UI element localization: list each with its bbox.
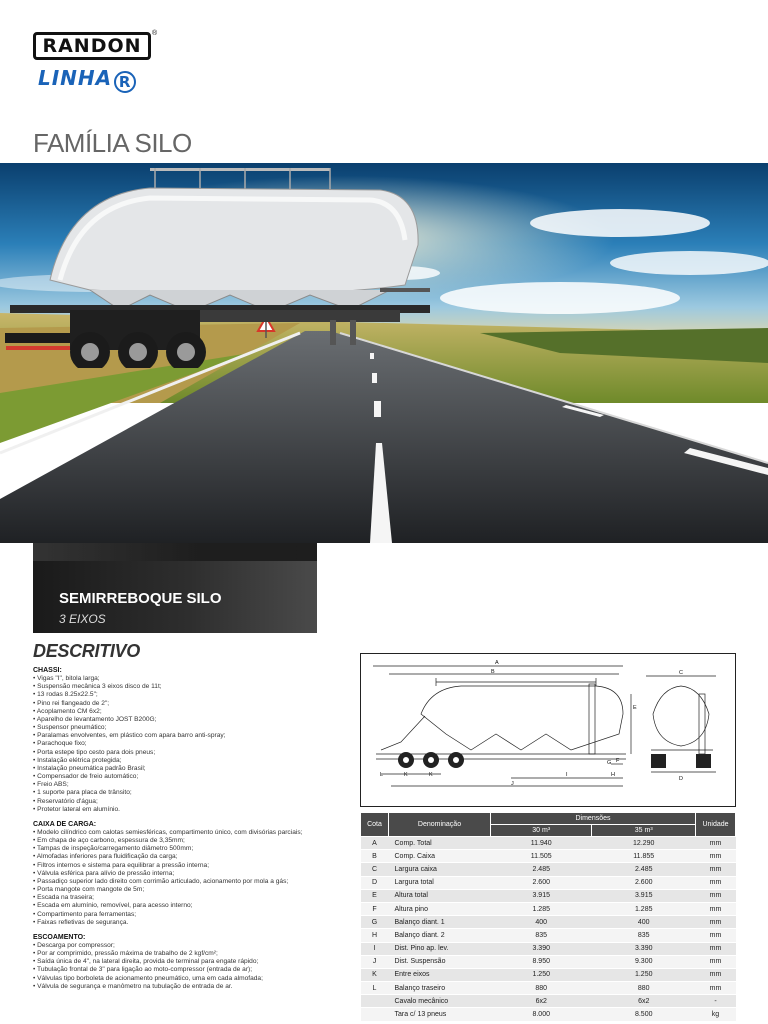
list-item: • Modelo cilíndrico com calotas semiesféricas, compartimento único, com divisórias parciais; xyxy=(33,829,353,837)
cell-v30: 3.915 xyxy=(491,889,592,902)
dim-label: K xyxy=(429,772,433,778)
escoamento-list xyxy=(33,942,353,991)
cell-v35: 2.600 xyxy=(592,876,696,889)
cell-name: Balanço diant. 2 xyxy=(389,929,491,942)
dim-label: C xyxy=(679,670,683,676)
cell-v30: 1.250 xyxy=(491,968,592,981)
cell-cota: D xyxy=(361,876,389,889)
cell-v35: 1.285 xyxy=(592,902,696,915)
table-row xyxy=(361,955,736,968)
table-row xyxy=(361,1008,736,1021)
list-item: • Válvulas tipo borboleta de acionamento pneumático, uma em cada almofada; xyxy=(33,975,353,983)
section-title-escoamento: ESCOAMENTO: xyxy=(33,933,86,941)
table-row xyxy=(361,889,736,902)
spec-table xyxy=(360,812,736,1022)
page-header xyxy=(0,0,768,165)
list-item: • Passadiço superior lado direito com corrimão articulado, acionamento por mola a gás; xyxy=(33,878,353,886)
table-row xyxy=(361,876,736,889)
cell-name: Largura caixa xyxy=(389,863,491,876)
col-header-name: Denominação xyxy=(389,813,491,837)
table-row xyxy=(361,995,736,1008)
dim-label: F xyxy=(616,758,620,764)
cell-name: Comp. Total xyxy=(389,837,491,850)
list-item: • Pino rei flangeado de 2"; xyxy=(33,700,353,708)
list-item: • Válvula esférica para alívio de pressão interna; xyxy=(33,870,353,878)
dim-label: B xyxy=(491,669,495,675)
section-title-chassi: CHASSI: xyxy=(33,667,62,674)
list-item: • Vigas "I", bitola larga; xyxy=(33,675,353,683)
cell-v30: 880 xyxy=(491,982,592,995)
dim-label: D xyxy=(679,776,683,782)
cell-unit: - xyxy=(696,995,736,1008)
cell-unit: mm xyxy=(696,876,736,889)
list-item: • Paralamas envolventes, em plástico com apara barro anti-spray; xyxy=(33,732,353,740)
cell-unit: mm xyxy=(696,850,736,863)
cell-v30: 2.600 xyxy=(491,876,592,889)
list-item: • Filtros internos e sistema para equilibrar a pressão interna; xyxy=(33,862,353,870)
cell-name: Altura pino xyxy=(389,902,491,915)
cell-unit: mm xyxy=(696,889,736,902)
cell-unit: mm xyxy=(696,837,736,850)
cell-unit: mm xyxy=(696,863,736,876)
cell-v35: 3.390 xyxy=(592,942,696,955)
caixa-list xyxy=(33,829,353,927)
list-item: • Tubulação frontal de 3" para ligação ao moto-compressor (entrada de ar); xyxy=(33,966,353,974)
cell-name: Dist. Suspensão xyxy=(389,955,491,968)
list-item: • Escada em alumínio, removível, para acesso interno; xyxy=(33,902,353,910)
list-item: • Escada na traseira; xyxy=(33,894,353,902)
cell-v30: 2.485 xyxy=(491,863,592,876)
col-header-30: 30 m³ xyxy=(491,825,592,837)
cell-cota: I xyxy=(361,942,389,955)
cell-unit: mm xyxy=(696,929,736,942)
cell-v30: 400 xyxy=(491,916,592,929)
dim-label: E xyxy=(633,705,637,711)
brand-name: RANDON xyxy=(42,35,142,57)
chassi-list xyxy=(33,675,353,814)
cell-v35: 400 xyxy=(592,916,696,929)
cell-v30: 8.950 xyxy=(491,955,592,968)
list-item: • Instalação pneumática padrão Brasil; xyxy=(33,765,353,773)
cell-v35: 6x2 xyxy=(592,995,696,1008)
table-row xyxy=(361,942,736,955)
list-item: • Por ar comprimido, pressão máxima de trabalho de 2 kgf/cm²; xyxy=(33,950,353,958)
product-subtitle: 3 EIXOS xyxy=(59,612,106,626)
randon-logo xyxy=(33,32,151,60)
cell-cota: L xyxy=(361,982,389,995)
table-row xyxy=(361,850,736,863)
table-row xyxy=(361,837,736,850)
cell-name: Altura total xyxy=(389,889,491,902)
cell-cota: C xyxy=(361,863,389,876)
cell-name: Cavalo mecânico xyxy=(389,995,491,1008)
cell-v30: 835 xyxy=(491,929,592,942)
list-item: • Suspensor pneumático; xyxy=(33,724,353,732)
list-item: • Válvula de segurança e manômetro na tubulação de entrada de ar. xyxy=(33,983,353,991)
cell-name: Dist. Pino ap. lev. xyxy=(389,942,491,955)
cell-v35: 835 xyxy=(592,929,696,942)
cell-name: Entre eixos xyxy=(389,968,491,981)
cell-name: Largura total xyxy=(389,876,491,889)
cell-v30: 3.390 xyxy=(491,942,592,955)
cell-unit: mm xyxy=(696,968,736,981)
cell-unit: mm xyxy=(696,942,736,955)
cell-v35: 880 xyxy=(592,982,696,995)
line-name: LINHA xyxy=(38,66,113,90)
dim-label: H xyxy=(611,772,615,778)
linha-r-logo xyxy=(38,66,136,93)
cell-name: Comp. Caixa xyxy=(389,850,491,863)
cell-v30: 6x2 xyxy=(491,995,592,1008)
dim-label: K xyxy=(404,772,408,778)
cell-cota: A xyxy=(361,837,389,850)
list-item: • Faixas refletivas de segurança. xyxy=(33,919,353,927)
list-item: • Protetor lateral em alumínio. xyxy=(33,806,353,814)
table-row xyxy=(361,863,736,876)
cell-v30: 1.285 xyxy=(491,902,592,915)
cell-unit: kg xyxy=(696,1008,736,1021)
hero-photo xyxy=(0,163,768,543)
cell-v35: 12.290 xyxy=(592,837,696,850)
technical-drawing xyxy=(360,653,736,807)
table-row xyxy=(361,902,736,915)
list-item: • Acoplamento CM 6x2; xyxy=(33,708,353,716)
dim-label: G xyxy=(607,760,612,766)
list-item: • 1 suporte para placa de trânsito; xyxy=(33,789,353,797)
cell-unit: mm xyxy=(696,916,736,929)
list-item: • Compartimento para ferramentas; xyxy=(33,911,353,919)
cell-cota: H xyxy=(361,929,389,942)
cell-v35: 1.250 xyxy=(592,968,696,981)
cell-unit: mm xyxy=(696,982,736,995)
dim-label: I xyxy=(566,772,568,778)
cell-unit: mm xyxy=(696,902,736,915)
cell-v30: 11.505 xyxy=(491,850,592,863)
cell-cota: E xyxy=(361,889,389,902)
dimension-drawing xyxy=(361,654,735,806)
list-item: • Parachoque fixo; xyxy=(33,740,353,748)
list-item: • Compensador de freio automático; xyxy=(33,773,353,781)
cell-cota: F xyxy=(361,902,389,915)
list-item: • Saída única de 4", na lateral direita, provida de terminal para engate rápido; xyxy=(33,958,353,966)
section-title-caixa: CAIXA DE CARGA: xyxy=(33,820,97,828)
cell-v30: 11.940 xyxy=(491,837,592,850)
table-row xyxy=(361,968,736,981)
cell-v35: 3.915 xyxy=(592,889,696,902)
table-row xyxy=(361,916,736,929)
cell-cota xyxy=(361,995,389,1008)
silo-trailer-image xyxy=(0,163,440,368)
list-item: • Almofadas inferiores para fluidificação da carga; xyxy=(33,853,353,861)
descritivo-list xyxy=(33,667,353,991)
list-item: • Suspensão mecânica 3 eixos disco de 11t; xyxy=(33,683,353,691)
cell-name: Balanço diant. 1 xyxy=(389,916,491,929)
dim-label: J xyxy=(511,781,514,787)
col-header-cota: Cota xyxy=(361,813,389,837)
table-row xyxy=(361,982,736,995)
col-header-35: 35 m³ xyxy=(592,825,696,837)
list-item: • Aparelho de levantamento JOST B200G; xyxy=(33,716,353,724)
cell-unit: mm xyxy=(696,955,736,968)
list-item: • Reservatório d'água; xyxy=(33,798,353,806)
cell-name: Tara c/ 13 pneus xyxy=(389,1008,491,1021)
cell-v30: 8.000 xyxy=(491,1008,592,1021)
list-item: • Porta estepe tipo cesto para dois pneus; xyxy=(33,749,353,757)
cell-cota: K xyxy=(361,968,389,981)
cell-v35: 11.855 xyxy=(592,850,696,863)
descritivo-heading: DESCRITIVO xyxy=(33,641,141,661)
cell-cota: G xyxy=(361,916,389,929)
registered-mark: ® xyxy=(152,30,158,37)
cell-cota xyxy=(361,1008,389,1021)
list-item: • Em chapa de aço carbono, espessura de 3,35mm; xyxy=(33,837,353,845)
cell-cota: J xyxy=(361,955,389,968)
list-item: • Instalação elétrica protegida; xyxy=(33,757,353,765)
cell-name: Balanço traseiro xyxy=(389,982,491,995)
cell-v35: 8.500 xyxy=(592,1008,696,1021)
list-item: • 13 rodas 8.25x22.5"; xyxy=(33,691,353,699)
page-title: FAMÍLIA SILO xyxy=(33,128,192,158)
product-banner xyxy=(33,543,317,633)
list-item: • Descarga por compressor; xyxy=(33,942,353,950)
col-header-unit: Unidade xyxy=(696,813,736,837)
list-item: • Freio ABS; xyxy=(33,781,353,789)
cell-v35: 9.300 xyxy=(592,955,696,968)
dim-label: L xyxy=(380,772,384,778)
col-header-dims: Dimensões xyxy=(491,813,696,825)
list-item: • Tampas de inspeção/carregamento diâmetro 500mm; xyxy=(33,845,353,853)
cell-cota: B xyxy=(361,850,389,863)
product-title: SEMIRREBOQUE SILO xyxy=(59,590,222,607)
dim-label: A xyxy=(495,660,499,666)
cell-v35: 2.485 xyxy=(592,863,696,876)
line-mark: R xyxy=(114,71,136,93)
table-row xyxy=(361,929,736,942)
list-item: • Porta mangote com mangote de 5m; xyxy=(33,886,353,894)
